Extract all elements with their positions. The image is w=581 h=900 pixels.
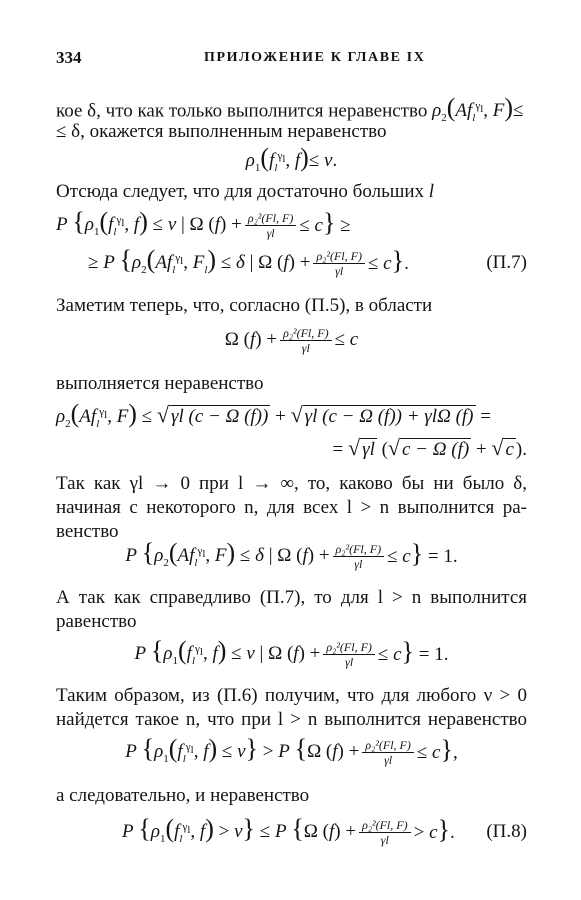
page-number: 334	[56, 48, 82, 67]
inline-formula: $\rho_2(Af_l^{\gamma_l}$, F)≤	[432, 93, 524, 125]
equation-number: (П.8)	[486, 821, 527, 842]
fraction: $\frac{\text{ρ₂²(Fl, F)}}{\gamma l}$	[245, 211, 297, 240]
text-line: Так как γl → 0 при l → ∞, то, каково бы ни было δ,	[56, 473, 527, 494]
formula-line: Ω (f) + $\frac{\text{ρ₂²(Fl, F)}}{\gamma l}$ ≤ c	[224, 325, 359, 355]
fraction: $\frac{\text{ρ₂²(Fl, F)}}{\gamma l}$	[280, 326, 332, 355]
text-span: Отсюда следует, что для достаточно больших	[56, 181, 425, 202]
fraction: $\frac{\text{ρ₂²(Fl, F)}}{\gamma l}$	[323, 640, 375, 669]
formula-line: = √ γl (√ c − Ω (f) + √ c ).	[332, 435, 527, 460]
text-line: начиная с некоторого n, для всех l > n выполнится ра-	[56, 497, 527, 518]
text-line: а следовательно, и неравенство	[56, 785, 310, 806]
fraction: $\frac{\text{ρ₂²(Fl, F)}}{\gamma l}$	[359, 818, 411, 847]
fraction: $\frac{\text{ρ₂²(Fl, F)}}{\gamma l}$	[362, 738, 414, 767]
formula-line: $\rho_1(f_l^{\gamma_l}$, f)≤ ν.	[245, 143, 338, 174]
formula-line: P {$\rho_1(f_l^{\gamma_l}$, f) ≤ ν} > P {Ω (f) + $\frac{\text{ρ₂²(Fl, F)}}{\gamma l}$ ≤ c},	[125, 734, 458, 767]
formula-line: ≥ P {$\rho_2(Af_l^{\gamma_l}$, $F_l) \le \delta$ | Ω (f) + $\frac{\text{ρ₂²(Fl, F)}}{\gamma l}$ ≤ c}. (П.7)	[88, 245, 527, 278]
fraction: $\frac{\text{ρ₂²(Fl, F)}}{\gamma l}$	[333, 542, 385, 571]
text-line: венство	[56, 521, 119, 542]
formula-line: P {$\rho_1(f_l^{\gamma_l}$, f) ≤ ν | Ω (f) + $\frac{\text{ρ₂²(Fl, F)}}{\gamma l}$ ≤ c} = 1.	[134, 636, 449, 669]
text-line: выполняется неравенство	[56, 373, 264, 394]
text-span: кое δ, что как только выполнится неравенство	[56, 100, 428, 122]
text-line: найдется такое n, что при l > n выполнится неравенство	[56, 709, 527, 730]
formula-line: P {$\rho_1(f_l^{\gamma_l}$, f) > ν} ≤ P {Ω (f) + $\frac{\text{ρ₂²(Fl, F)}}{\gamma l}$ > c}. (П.8)	[122, 814, 527, 847]
variable: l	[428, 181, 435, 202]
formula-line: P {$\rho_1(f_l^{\gamma_l}$, f) ≤ ν | Ω (f) + $\frac{\text{ρ₂²(Fl, F)}}{\gamma l}$ ≤ c} ≥	[56, 207, 351, 240]
fraction: $\frac{\text{ρ₂²(Fl, F)}}{\gamma l}$	[313, 249, 365, 278]
text-line: А так как справедливо (П.7), то для l > n выполнится	[56, 587, 527, 608]
formula-line: P {$\rho_2(Af_l^{\gamma_l}$, F) ≤ δ | Ω (f) + $\frac{\text{ρ₂²(Fl, F)}}{\gamma l}$ ≤ c} = 1.	[125, 538, 458, 571]
running-title: ПРИЛОЖЕНИЕ К ГЛАВЕ IX	[204, 50, 426, 65]
text-line: Заметим теперь, что, согласно (П.5), в области	[56, 295, 433, 316]
formula-line: $\rho_2(Af_l^{\gamma_l}$, F) ≤ √ γl (c − Ω (f)) + √ γl (c − Ω (f)) + γlΩ (f) =	[56, 399, 491, 430]
page-header	[56, 48, 529, 72]
text-line	[56, 180, 527, 204]
text-line: равенство	[56, 611, 137, 632]
text-line: Таким образом, из (П.6) получим, что для любого ν > 0	[56, 685, 527, 706]
equation-number: (П.7)	[486, 252, 527, 273]
text-line: ≤ δ, окажется выполненным неравенство	[56, 121, 387, 142]
